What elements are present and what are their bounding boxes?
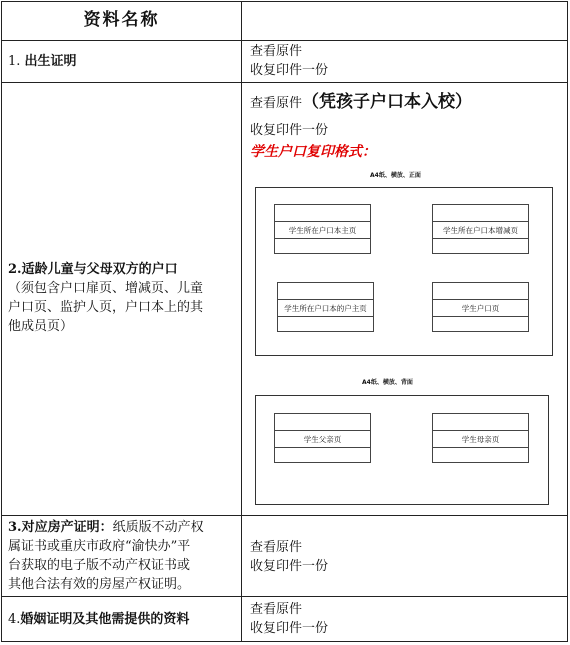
header-title: 资料名称 xyxy=(83,10,160,30)
row-4-requirement-cell xyxy=(241,596,568,642)
row-1-title: 出生证明 xyxy=(24,54,77,69)
row-2-requirement-cell xyxy=(241,82,568,516)
row-2-req-copy: 收复印件一份 xyxy=(250,123,329,138)
row-1-req-copy: 收复印件一份 xyxy=(250,63,329,78)
row-2-note-line-3: 他成员页） xyxy=(8,319,74,334)
row-1-req-view-original: 查看原件 xyxy=(250,44,303,59)
card-household-change-page: 学生所在户口本增减页 xyxy=(432,204,529,254)
front-sheet-caption: A4纸、横放、正面 xyxy=(370,172,421,179)
row-3-name-cell xyxy=(1,515,242,597)
row-3-req-copy: 收复印件一份 xyxy=(250,559,329,574)
row-2-req-view-original xyxy=(250,93,472,113)
row-4-req-view-original: 查看原件 xyxy=(250,602,303,617)
row-1-requirement-cell xyxy=(241,40,568,83)
back-sheet-caption: A4纸、横放、背面 xyxy=(362,379,413,386)
card-household-main-page: 学生所在户口本主页 xyxy=(274,204,371,254)
row-3-req-view-original: 查看原件 xyxy=(250,540,303,555)
row-1-name xyxy=(8,52,77,71)
card-mother-page: 学生母亲页 xyxy=(432,413,529,463)
row-3-line-1-rest: 纸质版不动产权 xyxy=(112,520,204,535)
row-1-number: 1. xyxy=(8,54,25,69)
row-2-req1-note: （凭孩子户口本入校） xyxy=(302,92,473,112)
row-2-title: 2.适龄儿童与父母双方的户口 xyxy=(8,262,178,277)
card-student-page: 学生户口页 xyxy=(432,282,529,332)
row-3-line-4: 其他合法有效的房屋产权证明。 xyxy=(8,577,191,592)
row-3-line-2: 属证书或重庆市政府“渝快办”平 xyxy=(8,539,191,554)
row-4-name-cell xyxy=(1,596,242,642)
row-2-note-line-1: （须包含户口扉页、增减页、儿童 xyxy=(8,281,204,296)
row-4-title: 婚姻证明及其他需提供的资料 xyxy=(20,612,190,627)
row-3-requirement-cell xyxy=(241,515,568,597)
row-4-req-copy: 收复印件一份 xyxy=(250,621,329,636)
row-4-number: 4. xyxy=(8,612,21,627)
row-4-name xyxy=(8,610,189,629)
header-requirement-cell xyxy=(241,1,568,41)
format-title: 学生户口复印格式： xyxy=(250,144,376,160)
row-2-note-line-2: 户口页、监护人页，户口本上的其 xyxy=(8,300,204,315)
card-household-head-page: 学生所在户口本的户主页 xyxy=(277,282,374,332)
row-3-line-3: 台获取的电子版不动产权证书或 xyxy=(8,558,191,573)
row-2-name-cell xyxy=(1,82,242,516)
card-father-page: 学生父亲页 xyxy=(274,413,371,463)
row-2-req1: 查看原件 xyxy=(250,96,303,111)
row-3-line-1 xyxy=(8,518,204,537)
back-sheet xyxy=(255,395,549,505)
front-sheet xyxy=(255,187,553,356)
row-3-title: 3.对应房产证明： xyxy=(8,520,113,535)
row-1-name-cell xyxy=(1,40,242,83)
header-name-cell xyxy=(1,1,242,41)
